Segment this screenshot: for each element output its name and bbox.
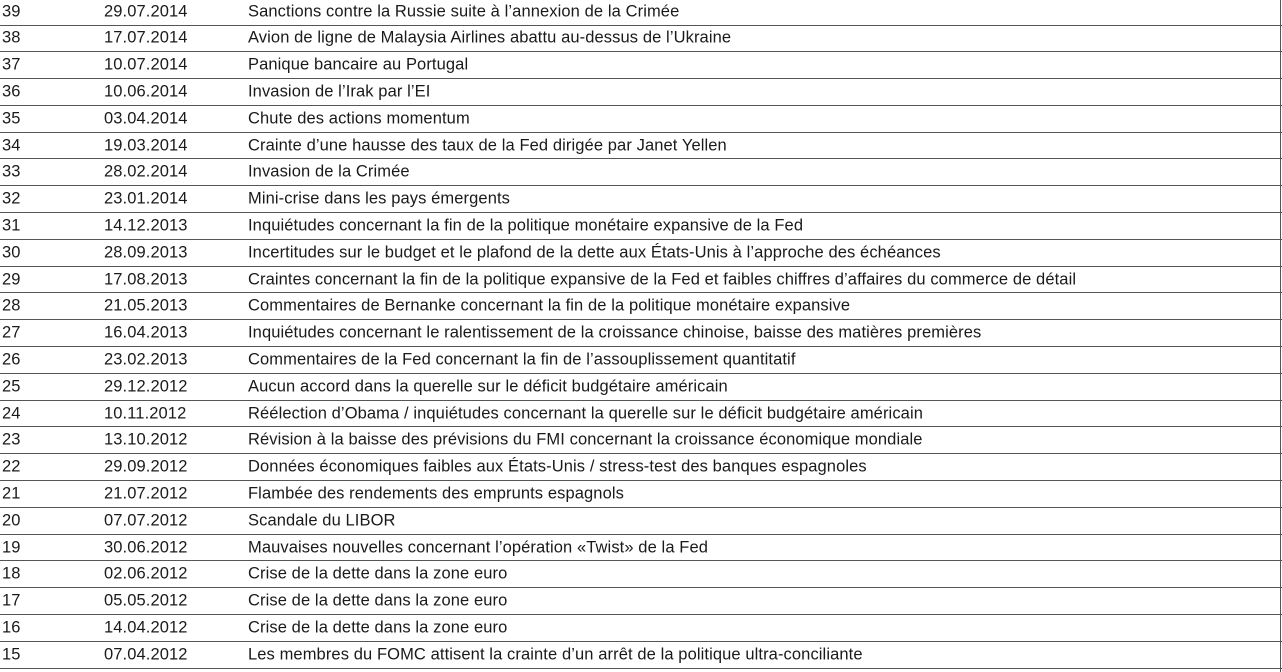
table-row	[0, 454, 1282, 481]
event-date: 23.02.2013	[104, 350, 188, 369]
event-date: 07.07.2012	[104, 511, 188, 530]
event-description: Crainte d’une hausse des taux de la Fed dirigée par Janet Yellen	[248, 136, 727, 155]
event-date: 07.04.2012	[104, 645, 188, 664]
table-row	[0, 106, 1282, 133]
table-row	[0, 293, 1282, 320]
event-description: Commentaires de la Fed concernant la fin de l’assouplissement quantitatif	[248, 350, 796, 369]
event-date: 28.09.2013	[104, 243, 188, 262]
event-description: Commentaires de Bernanke concernant la fin de la politique monétaire expansive	[248, 296, 851, 315]
table-row	[0, 401, 1282, 428]
event-description: Inquiétudes concernant le ralentissement de la croissance chinoise, baisse des matières premières	[248, 323, 982, 342]
table-row	[0, 535, 1282, 562]
event-description: Chute des actions momentum	[248, 109, 470, 128]
event-number: 15	[2, 645, 21, 664]
event-number: 37	[2, 55, 21, 74]
event-number: 19	[2, 538, 21, 557]
table-row	[0, 26, 1282, 53]
event-description: Flambée des rendements des emprunts espagnols	[248, 484, 624, 503]
event-description: Crise de la dette dans la zone euro	[248, 564, 508, 583]
event-date: 21.05.2013	[104, 296, 188, 315]
table-row	[0, 427, 1282, 454]
event-description: Avion de ligne de Malaysia Airlines abattu au-dessus de l’Ukraine	[248, 28, 732, 47]
event-description: Inquiétudes concernant la fin de la politique monétaire expansive de la Fed	[248, 216, 804, 235]
event-date: 10.07.2014	[104, 55, 188, 74]
event-date: 03.04.2014	[104, 109, 188, 128]
event-date: 29.09.2012	[104, 457, 188, 476]
table-row	[0, 642, 1282, 669]
event-date: 17.07.2014	[104, 28, 188, 47]
table-row	[0, 133, 1282, 160]
event-description: Mauvaises nouvelles concernant l’opération «Twist» de la Fed	[248, 538, 709, 557]
table-row	[0, 615, 1282, 642]
event-date: 05.05.2012	[104, 591, 188, 610]
event-description: Données économiques faibles aux États-Unis / stress-test des banques espagnoles	[248, 457, 867, 476]
table-row	[0, 347, 1282, 374]
event-number: 21	[2, 484, 21, 503]
event-description: Panique bancaire au Portugal	[248, 55, 469, 74]
event-description: Aucun accord dans la querelle sur le déficit budgétaire américain	[248, 377, 728, 396]
event-date: 02.06.2012	[104, 564, 188, 583]
event-number: 23	[2, 430, 21, 449]
table-row	[0, 481, 1282, 508]
event-description: Invasion de la Crimée	[248, 162, 410, 181]
event-number: 17	[2, 591, 21, 610]
event-description: Crise de la dette dans la zone euro	[248, 618, 508, 637]
event-number: 31	[2, 216, 21, 235]
event-description: Mini-crise dans les pays émergents	[248, 189, 511, 208]
event-description: Sanctions contre la Russie suite à l’annexion de la Crimée	[248, 2, 680, 21]
table-row	[0, 267, 1282, 294]
table-row	[0, 52, 1282, 79]
event-description: Révision à la baisse des prévisions du FMI concernant la croissance économique mondiale	[248, 430, 923, 449]
table-row	[0, 186, 1282, 213]
event-number: 24	[2, 404, 21, 423]
table-row	[0, 320, 1282, 347]
table-row	[0, 213, 1282, 240]
event-number: 35	[2, 109, 21, 128]
event-number: 34	[2, 136, 21, 155]
table-row	[0, 159, 1282, 186]
event-description: Crise de la dette dans la zone euro	[248, 591, 508, 610]
table-row	[0, 79, 1282, 106]
event-description: Craintes concernant la fin de la politique expansive de la Fed et faibles chiffres d’affaires du commerce de détail	[248, 270, 1077, 289]
event-date: 28.02.2014	[104, 162, 188, 181]
event-number: 30	[2, 243, 21, 262]
event-number: 20	[2, 511, 21, 530]
event-number: 32	[2, 189, 21, 208]
table-row	[0, 0, 1282, 26]
event-description: Les membres du FOMC attisent la crainte d’un arrêt de la politique ultra-conciliante	[248, 645, 863, 664]
event-number: 39	[2, 2, 21, 21]
event-date: 21.07.2012	[104, 484, 188, 503]
event-date: 30.06.2012	[104, 538, 188, 557]
table-row	[0, 588, 1282, 615]
event-description: Invasion de l’Irak par l’EI	[248, 82, 431, 101]
event-date: 17.08.2013	[104, 270, 188, 289]
event-number: 18	[2, 564, 21, 583]
event-number: 27	[2, 323, 21, 342]
event-number: 16	[2, 618, 21, 637]
event-description: Réélection d’Obama / inquiétudes concernant la querelle sur le déficit budgétaire américain	[248, 404, 923, 423]
table-row	[0, 508, 1282, 535]
event-number: 22	[2, 457, 21, 476]
event-date: 13.10.2012	[104, 430, 188, 449]
event-date: 10.11.2012	[104, 404, 187, 423]
event-number: 28	[2, 296, 21, 315]
event-date: 14.12.2013	[104, 216, 188, 235]
event-number: 38	[2, 28, 21, 47]
event-date: 14.04.2012	[104, 618, 188, 637]
event-date: 16.04.2013	[104, 323, 188, 342]
event-description: Incertitudes sur le budget et le plafond de la dette aux États-Unis à l’approche des échéances	[248, 243, 941, 262]
table-row	[0, 374, 1282, 401]
event-number: 29	[2, 270, 21, 289]
table-row	[0, 561, 1282, 588]
event-date: 19.03.2014	[104, 136, 188, 155]
event-date: 29.12.2012	[104, 377, 188, 396]
event-number: 25	[2, 377, 21, 396]
event-description: Scandale du LIBOR	[248, 511, 396, 530]
event-date: 23.01.2014	[104, 189, 188, 208]
event-number: 36	[2, 82, 21, 101]
event-date: 10.06.2014	[104, 82, 188, 101]
event-number: 33	[2, 162, 21, 181]
event-number: 26	[2, 350, 21, 369]
table-row	[0, 240, 1282, 267]
event-date: 29.07.2014	[104, 2, 188, 21]
